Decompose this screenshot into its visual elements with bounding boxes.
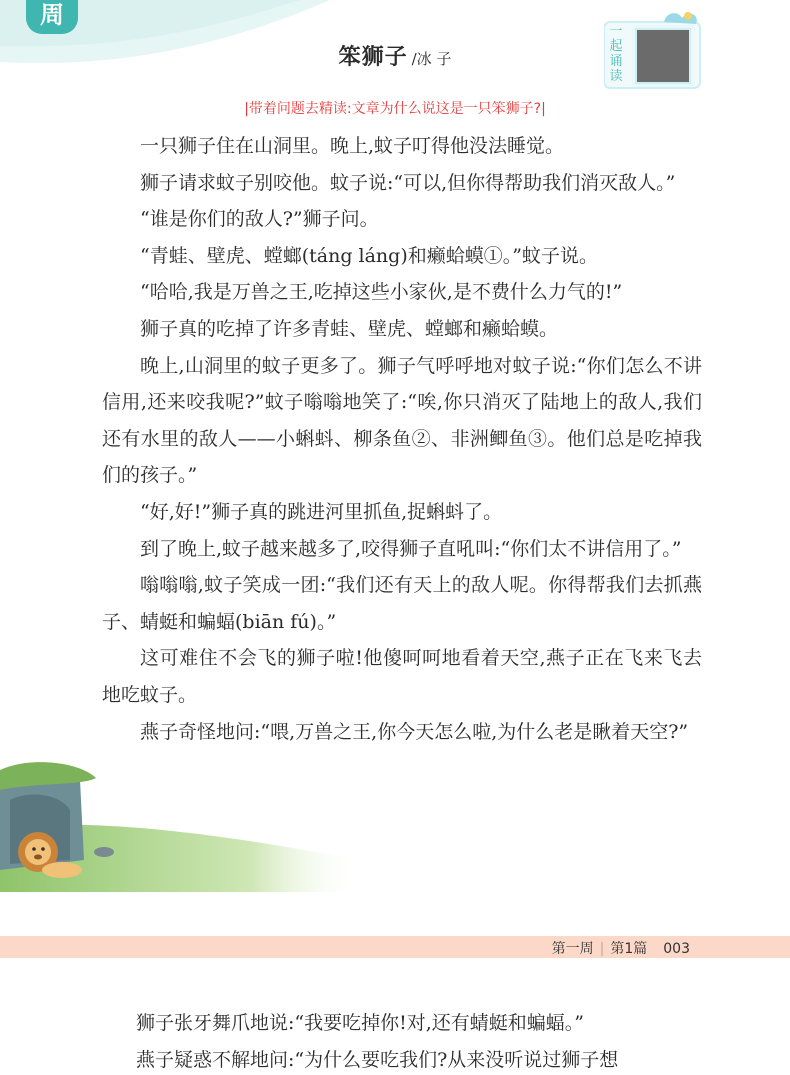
footer-week: 第一周	[551, 941, 594, 957]
paragraph: 这可难住不会飞的狮子啦!他傻呵呵地看着天空,燕子正在飞来飞去地吃蚊子。	[102, 647, 702, 706]
footer	[552, 938, 690, 958]
paragraph: 一只狮子住在山洞里。晚上,蚊子叮得他没法睡觉。	[140, 135, 565, 157]
paragraph: “青蛙、壁虎、螳螂(táng láng)和癞蛤蟆①。”蚊子说。	[140, 244, 598, 267]
paragraph: 晚上,山洞里的蚊子更多了。狮子气呼呼地对蚊子说:“你们怎么不讲信用,还来咬我呢?”蚊子嗡嗡地笑了:“唉,你只消灭了陆地上的敌人,我们还有水里的敌人——小蝌蚪、柳条鱼②、非洲鲫鱼③。他们总是吃掉我们的孩子。”	[102, 354, 702, 487]
paragraph: 嗡嗡嗡,蚊子笑成一团:“我们还有天上的敌人呢。你得帮我们去抓燕子、蜻蜓和蝙蝠(biān fú)。”	[102, 574, 702, 633]
article-body	[102, 128, 702, 750]
guide-question: |带着问题去精读:文章为什么说这是一只笨狮子?|	[244, 101, 546, 117]
title-text: 笨狮子	[338, 45, 408, 70]
qr-code-icon[interactable]	[635, 28, 691, 84]
paragraph: 燕子奇怪地问:“喂,万兽之王,你今天怎么啦,为什么老是瞅着天空?”	[140, 720, 689, 743]
footer-divider: |	[599, 941, 605, 957]
next-page-text	[136, 1005, 736, 1075]
footer-lesson: 第1篇	[610, 941, 648, 957]
read-aloud-label: 一起诵读	[609, 24, 623, 84]
paragraph: “谁是你们的敌人?”狮子问。	[140, 208, 379, 231]
week-badge: 周	[26, 0, 78, 34]
paragraph: “好,好!”狮子真的跳进河里抓鱼,捉蝌蚪了。	[140, 500, 503, 523]
paragraph: 狮子张牙舞爪地说:“我要吃掉你!对,还有蜻蜓和蝙蝠。”	[136, 1012, 585, 1034]
lion-landscape-illustration	[0, 760, 360, 892]
author-text: /冰 子	[411, 50, 452, 68]
paragraph: 燕子疑惑不解地问:“为什么要吃我们?从来没听说过狮子想	[136, 1048, 619, 1071]
paragraph: 到了晚上,蚊子越来越多了,咬得狮子直吼叫:“你们太不讲信用了。”	[140, 537, 682, 560]
page-number: 003	[663, 941, 690, 957]
paragraph: 狮子真的吃掉了许多青蛙、壁虎、螳螂和癞蛤蟆。	[140, 317, 559, 340]
paragraph: “哈哈,我是万兽之王,吃掉这些小家伙,是不费什么力气的!”	[140, 281, 623, 304]
paragraph: 狮子请求蚊子别咬他。蚊子说:“可以,但你得帮助我们消灭敌人。”	[140, 171, 676, 194]
